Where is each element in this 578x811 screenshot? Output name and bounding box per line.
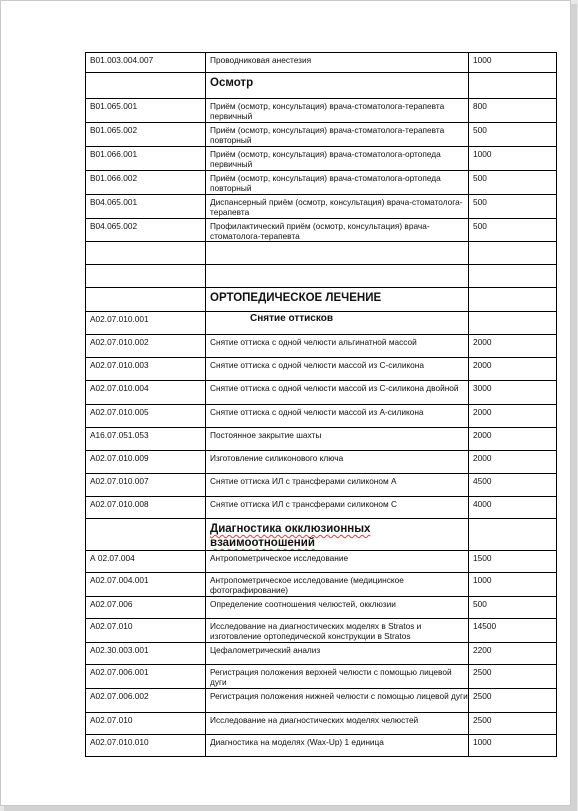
section-title: ОРТОПЕДИЧЕСКОЕ ЛЕЧЕНИЕ [206,288,469,312]
table-row [86,171,557,195]
service-code-cell: В01.066.002 [86,171,206,195]
table-row [86,358,557,381]
table-row [86,428,557,451]
service-code-cell: А02.07.010.001 [86,312,206,335]
section-title: Осмотр [206,73,469,99]
empty-price-cell [469,73,557,99]
page-shadow-bottom [4,806,577,811]
section-header-row [86,73,557,99]
service-code-cell: А 02.07.004 [86,551,206,573]
service-name-cell: Профилактический приём (осмотр, консультация) врача-стоматолога-терапевта [206,219,469,242]
empty-price-cell [469,242,557,265]
table-row [86,381,557,405]
service-name-cell: Исследование на диагностических моделях челюстей [206,713,469,735]
service-price-cell: 2500 [469,713,557,735]
table-row [86,619,557,643]
service-price-cell: 2000 [469,428,557,451]
service-price-cell: 1000 [469,53,557,73]
service-code-cell: А02.07.010.008 [86,497,206,519]
price-table [85,52,557,757]
service-price-cell: 2000 [469,451,557,474]
service-code-cell: В01.065.002 [86,123,206,147]
service-code-cell: В01.065.001 [86,99,206,123]
service-price-cell: 500 [469,171,557,195]
table-row [86,665,557,689]
service-price-cell: 1000 [469,147,557,171]
price-table-body [86,53,557,757]
service-code-cell: А02.30.003.001 [86,643,206,665]
empty-name-cell [206,265,469,288]
service-price-cell: 1000 [469,573,557,597]
service-name-cell: Приём (осмотр, консультация) врача-стоматолога-терапевта повторный [206,123,469,147]
service-code-cell: А02.07.010 [86,619,206,643]
empty-price-cell [469,265,557,288]
service-code-cell: А16.07.051.053 [86,428,206,451]
subsection-title: Снятие оттисков [206,312,469,335]
table-row [86,451,557,474]
service-code-cell: А02.07.010.002 [86,335,206,358]
table-row [86,597,557,619]
service-code-cell: А02.07.006.002 [86,689,206,713]
service-price-cell: 500 [469,123,557,147]
service-name-cell: Снятие оттиска с одной челюсти массой из С-силикона [206,358,469,381]
empty-price-cell [469,288,557,312]
service-code-cell: В04.065.001 [86,195,206,219]
service-price-cell: 3000 [469,381,557,405]
table-row [86,335,557,358]
service-name-cell: Антропометрическое исследование (медицинское фотографирование) [206,573,469,597]
service-price-cell: 2500 [469,689,557,713]
empty-price-cell [469,519,557,551]
service-name-cell: Изготовление силиконового ключа [206,451,469,474]
table-row [86,147,557,171]
service-price-cell: 2000 [469,358,557,381]
empty-code-cell [86,73,206,99]
service-name-cell: Регистрация положения нижней челюсти с помощью лицевой дуги [206,689,469,713]
service-name-cell: Исследование на диагностических моделях в Stratos и изготовление ортопедической конструкции в Stratos [206,619,469,643]
service-name-cell: Определение соотношения челюстей, окклюзии [206,597,469,619]
service-code-cell: А02.07.010.004 [86,381,206,405]
table-row [86,123,557,147]
empty-code-cell [86,242,206,265]
service-price-cell: 1500 [469,551,557,573]
service-price-cell: 2200 [469,643,557,665]
section-header-row [86,288,557,312]
subsection-row [86,312,557,335]
service-name-cell: Снятие оттиска ИЛ с трансферами силиконом А [206,474,469,497]
service-name-cell: Приём (осмотр, консультация) врача-стоматолога-терапевта первичный [206,99,469,123]
table-row [86,195,557,219]
table-row [86,53,557,73]
service-price-cell: 2000 [469,405,557,428]
table-row [86,573,557,597]
service-name-cell: Регистрация положения верхней челюсти с помощью лицевой дуги [206,665,469,689]
section-title: Диагностика окклюзионных взаимоотношений [206,519,469,551]
empty-row [86,265,557,288]
service-price-cell: 4000 [469,497,557,519]
table-row [86,643,557,665]
service-code-cell: В04.065.002 [86,219,206,242]
service-code-cell: А02.07.010.005 [86,405,206,428]
service-code-cell: А02.07.004.001 [86,573,206,597]
table-row [86,474,557,497]
table-row [86,735,557,757]
service-code-cell: В01.003.004.007 [86,53,206,73]
service-code-cell: А02.07.010.003 [86,358,206,381]
table-row [86,713,557,735]
empty-code-cell [86,519,206,551]
service-price-cell: 14500 [469,619,557,643]
empty-price-cell [469,312,557,335]
empty-code-cell [86,288,206,312]
service-code-cell: А02.07.006 [86,597,206,619]
service-name-cell: Приём (осмотр, консультация) врача-стоматолога-ортопеда повторный [206,171,469,195]
service-price-cell: 1000 [469,735,557,757]
service-name-cell: Проводниковая анестезия [206,53,469,73]
service-name-cell: Постоянное закрытие шахты [206,428,469,451]
table-row [86,219,557,242]
service-code-cell: А02.07.010.010 [86,735,206,757]
empty-code-cell [86,265,206,288]
service-name-cell: Снятие оттиска с одной челюсти массой из А-силикона [206,405,469,428]
table-row [86,551,557,573]
table-row [86,405,557,428]
empty-row [86,242,557,265]
table-row [86,99,557,123]
service-price-cell: 4500 [469,474,557,497]
service-name-cell: Диспансерный приём (осмотр, консультация) врача-стоматолога-терапевта [206,195,469,219]
service-price-cell: 500 [469,597,557,619]
service-code-cell: А02.07.010.009 [86,451,206,474]
page-shadow-right [571,4,577,811]
service-code-cell: А02.07.010 [86,713,206,735]
service-name-cell: Приём (осмотр, консультация) врача-стоматолога-ортопеда первичный [206,147,469,171]
service-name-cell: Антропометрическое исследование [206,551,469,573]
service-code-cell: А02.07.006.001 [86,665,206,689]
service-code-cell: А02.07.010.007 [86,474,206,497]
service-code-cell: В01.066.001 [86,147,206,171]
service-name-cell: Диагностика на моделях (Wax-Up) 1 единица [206,735,469,757]
service-price-cell: 800 [469,99,557,123]
service-price-cell: 2500 [469,665,557,689]
service-price-cell: 500 [469,219,557,242]
table-row [86,497,557,519]
service-price-cell: 500 [469,195,557,219]
empty-name-cell [206,242,469,265]
service-price-cell: 2000 [469,335,557,358]
service-name-cell: Снятие оттиска с одной челюсти альгинатной массой [206,335,469,358]
section-header-row [86,519,557,551]
service-name-cell: Снятие оттиска с одной челюсти массой из С-силикона двойной [206,381,469,405]
service-name-cell: Цефалометрический анализ [206,643,469,665]
table-row [86,689,557,713]
service-name-cell: Снятие оттиска ИЛ с трансферами силиконом С [206,497,469,519]
